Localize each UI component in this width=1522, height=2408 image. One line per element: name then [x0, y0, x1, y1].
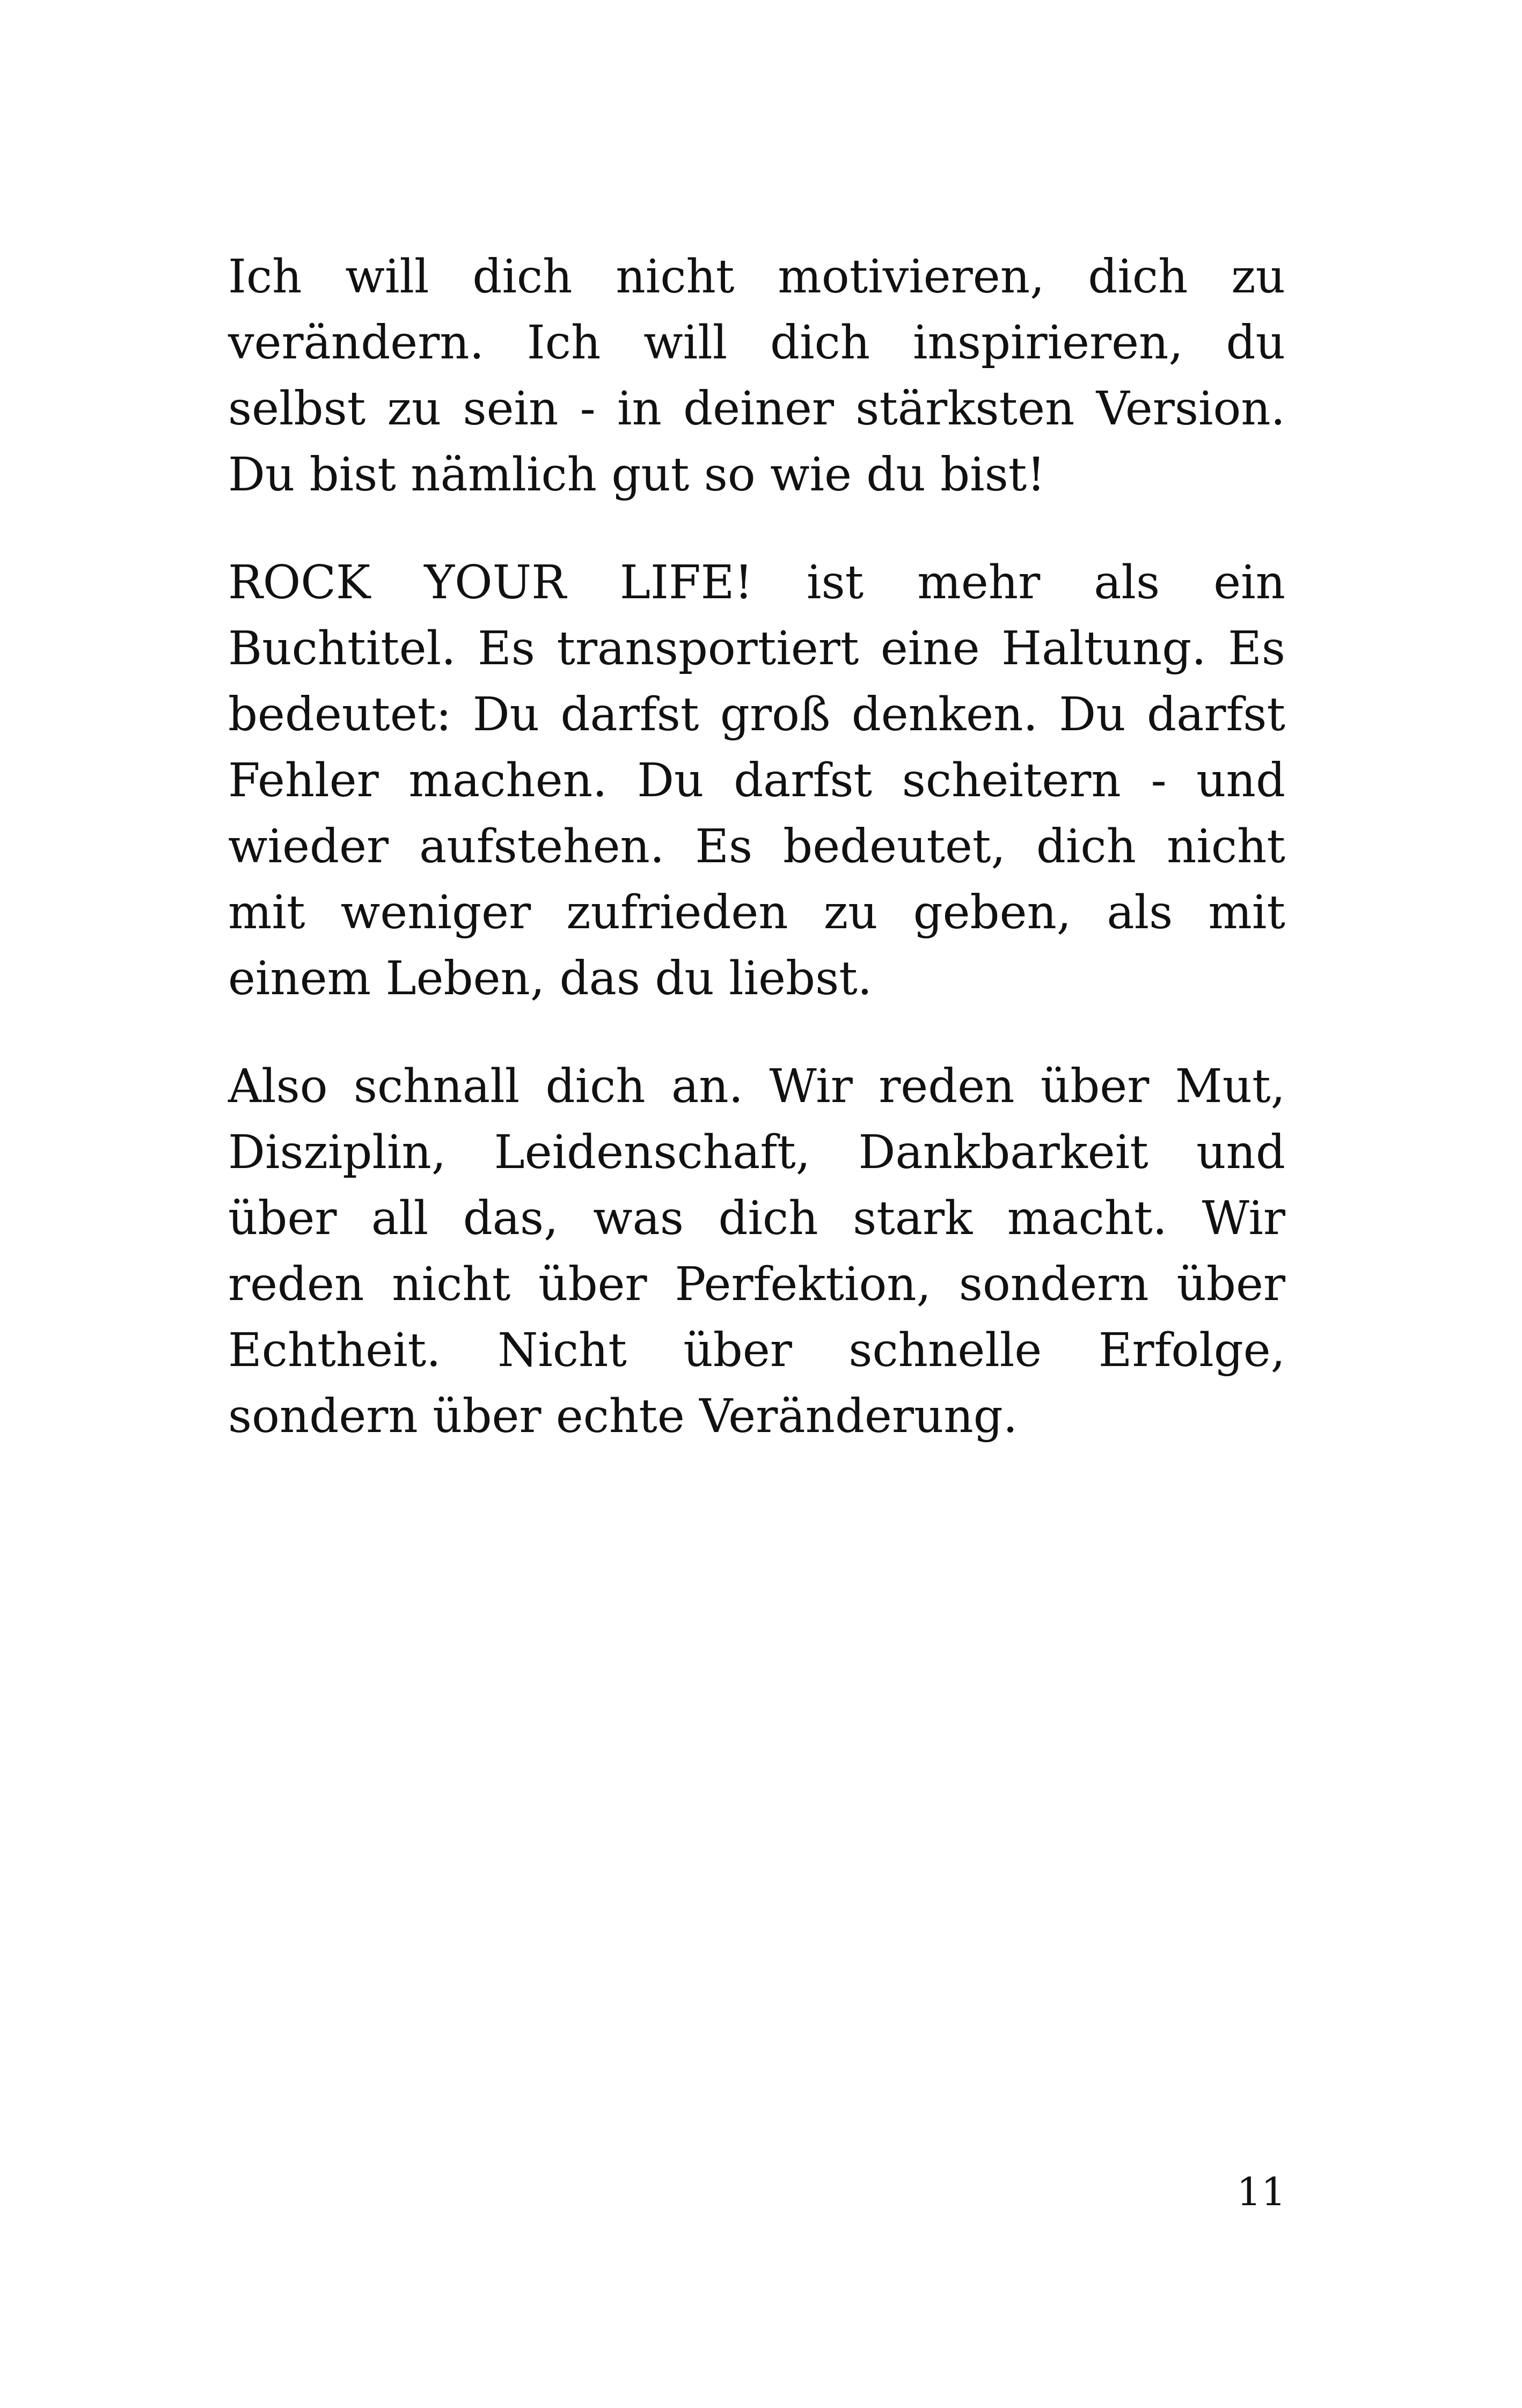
page-number: 11 — [1236, 2169, 1286, 2214]
paragraph-3: Also schnall dich an. Wir reden über Mut, Disziplin, Leidenschaft, Dankbarkeit und über all das, was dich stark macht. Wir reden nicht über Perfektion, sondern über Echtheit. Nicht über schnelle Erfolge, sondern über echte Veränderung. — [228, 1060, 1285, 1443]
paragraph-1: Ich will dich nicht motivieren, dich zu verändern. Ich will dich inspirieren, du selbst zu sein - in deiner stärksten Version. Du bist nämlich gut so wie du bist! — [228, 250, 1285, 502]
body-text — [228, 244, 1285, 1492]
paragraph-2: ROCK YOUR LIFE! ist mehr als ein Buchtitel. Es transportiert eine Haltung. Es bedeutet: Du darfst groß denken. Du darfst Fehler machen. Du darfst scheitern - und wieder aufstehen. Es bedeutet, dich nicht mit weniger zufrieden zu geben, als mit einem Leben, das du liebst. — [228, 556, 1285, 1005]
